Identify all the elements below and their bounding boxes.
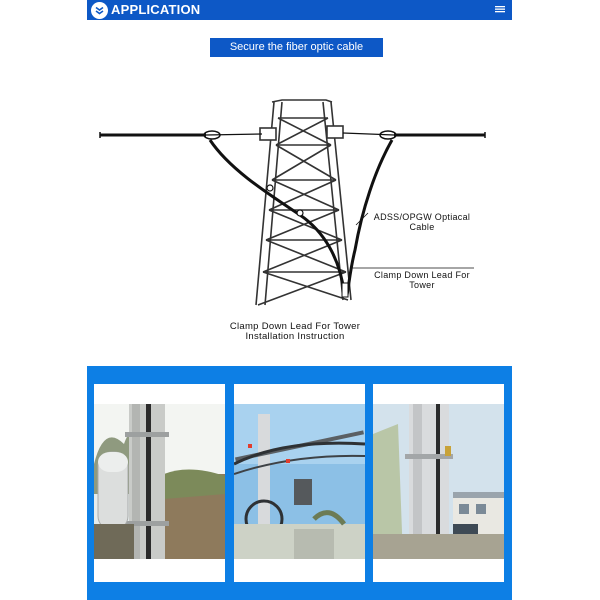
photo-card[interactable]	[94, 384, 225, 582]
label-clamp-line1: Clamp Down Lead For	[374, 270, 470, 280]
label-clamp-down-lead	[366, 270, 478, 290]
photo-pole-sky	[234, 404, 365, 559]
section-tag: Secure the fiber optic cable	[210, 38, 383, 57]
application-photos	[87, 366, 512, 600]
photo-pole-clamp	[373, 404, 504, 559]
label-clamp-line2: Tower	[409, 280, 435, 290]
diagram-caption	[215, 322, 375, 342]
label-optical-cable	[367, 212, 477, 232]
diagram-caption-line1: Clamp Down Lead For Tower	[229, 321, 361, 332]
diagram-caption-line2: Installation Instruction	[245, 331, 345, 342]
label-optical-cable-line1: ADSS/OPGW Optiacal	[373, 212, 471, 222]
tower-structure	[256, 100, 351, 305]
section-title: APPLICATION	[111, 2, 201, 17]
photo-pole-closure	[94, 404, 225, 559]
photo-card[interactable]	[373, 384, 504, 582]
photo-card[interactable]	[234, 384, 365, 582]
optical-cable	[100, 131, 485, 139]
label-optical-cable-line2: Cable	[409, 222, 435, 232]
